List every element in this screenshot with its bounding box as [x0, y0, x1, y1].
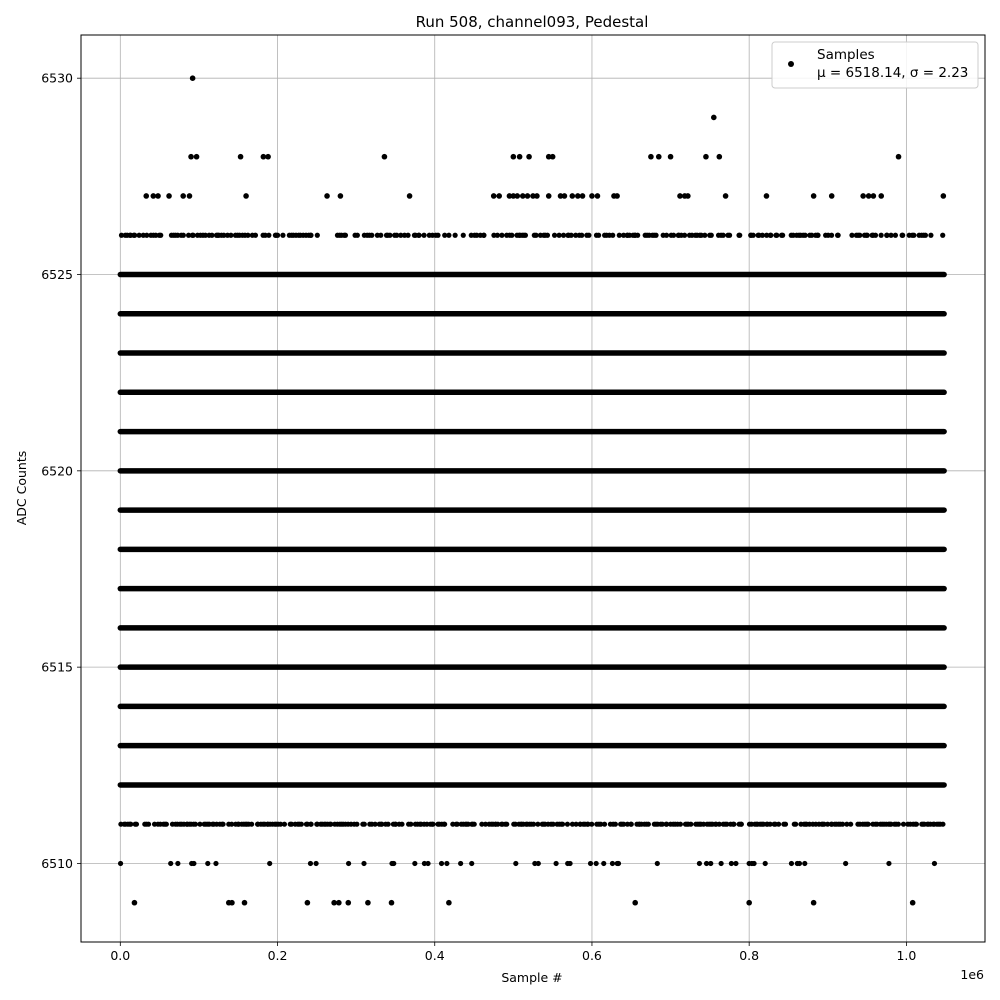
data-point: [567, 861, 572, 866]
data-point: [266, 233, 271, 238]
data-point: [343, 233, 348, 238]
data-point: [416, 233, 421, 238]
data-point: [391, 861, 396, 866]
data-point: [739, 822, 744, 827]
data-point: [430, 822, 435, 827]
data-point-outlier: [166, 193, 172, 199]
x-axis-label: Sample #: [501, 970, 563, 985]
data-point: [729, 861, 734, 866]
legend-stats: μ = 6518.14, σ = 2.23: [817, 65, 969, 81]
data-point: [900, 233, 905, 238]
x-tick-label: 0.2: [267, 948, 288, 963]
data-point-outlier: [723, 193, 729, 199]
data-point: [873, 233, 878, 238]
data-point: [205, 861, 210, 866]
data-point: [893, 233, 898, 238]
data-point: [886, 861, 891, 866]
data-point: [579, 233, 584, 238]
data-point-outlier: [496, 193, 502, 199]
data-point-outlier: [336, 900, 342, 906]
data-point: [678, 822, 683, 827]
data-point: [408, 822, 413, 827]
data-point: [589, 822, 594, 827]
data-point: [509, 233, 514, 238]
data-point: [896, 822, 901, 827]
data-point-outlier: [896, 154, 902, 160]
data-point: [688, 822, 693, 827]
data-point: [444, 861, 449, 866]
data-point-outlier: [190, 75, 196, 81]
data-point: [309, 822, 314, 827]
data-point: [565, 822, 570, 827]
data-point: [378, 233, 383, 238]
data-point: [616, 861, 621, 866]
data-point-outlier: [811, 193, 817, 199]
data-point: [412, 861, 417, 866]
data-point: [848, 822, 853, 827]
data-point: [469, 861, 474, 866]
data-point-outlier: [550, 154, 556, 160]
y-tick-label: 6510: [41, 855, 73, 871]
data-point: [168, 861, 173, 866]
data-point: [653, 233, 658, 238]
data-point-outlier: [305, 900, 311, 906]
data-point-outlier: [570, 193, 576, 199]
data-point: [797, 861, 802, 866]
data-point-outlier: [614, 193, 620, 199]
data-point-outlier: [491, 193, 497, 199]
data-point: [280, 233, 285, 238]
data-point-outlier: [526, 154, 532, 160]
data-point-outlier: [407, 193, 413, 199]
data-point: [940, 822, 945, 827]
data-point: [928, 233, 933, 238]
data-point-outlier: [514, 193, 520, 199]
data-point: [453, 233, 458, 238]
data-point: [499, 233, 504, 238]
data-point: [702, 233, 707, 238]
data-point: [181, 233, 186, 238]
data-point: [545, 233, 550, 238]
data-point-outlier: [265, 154, 271, 160]
data-point: [596, 233, 601, 238]
data-point-outlier: [229, 900, 235, 906]
data-point: [164, 822, 169, 827]
data-point-outlier: [562, 193, 568, 199]
data-point: [228, 233, 233, 238]
data-point-outlier: [188, 154, 194, 160]
data-point-outlier: [338, 193, 344, 199]
data-point: [249, 822, 254, 827]
data-point: [315, 233, 320, 238]
data-point: [646, 822, 651, 827]
data-point: [275, 233, 280, 238]
data-point: [245, 233, 250, 238]
data-point-outlier: [389, 900, 395, 906]
y-tick-label: 6520: [41, 463, 73, 479]
data-point: [560, 822, 565, 827]
y-tick-label: 6525: [41, 267, 73, 283]
data-point: [314, 861, 319, 866]
data-point-outlier: [580, 193, 586, 199]
data-point: [299, 822, 304, 827]
data-point-outlier: [546, 193, 552, 199]
data-point: [421, 233, 426, 238]
data-point: [132, 233, 137, 238]
data-point: [923, 233, 928, 238]
data-point: [911, 233, 916, 238]
data-point: [536, 861, 541, 866]
data-point-outlier: [910, 900, 916, 906]
data-point: [594, 861, 599, 866]
data-point: [387, 233, 392, 238]
data-point-outlier: [717, 154, 723, 160]
data-point-outlier: [668, 154, 674, 160]
data-point: [405, 233, 410, 238]
data-point-outlier: [345, 900, 351, 906]
data-point: [721, 233, 726, 238]
data-point: [586, 233, 591, 238]
data-point: [523, 233, 528, 238]
data-point: [708, 861, 713, 866]
data-point: [158, 233, 163, 238]
data-point-outlier: [685, 193, 691, 199]
data-point: [914, 822, 919, 827]
data-point: [553, 861, 558, 866]
data-point-outlier: [155, 193, 161, 199]
data-point: [513, 861, 518, 866]
data-point: [435, 233, 440, 238]
data-point: [213, 861, 218, 866]
data-point: [783, 822, 788, 827]
data-point-outlier: [829, 193, 835, 199]
data-point-outlier: [180, 193, 186, 199]
data-point: [635, 233, 640, 238]
data-point: [602, 822, 607, 827]
data-point: [733, 861, 738, 866]
x-tick-label: 0.8: [739, 948, 760, 963]
data-point: [399, 822, 404, 827]
data-point-outlier: [187, 193, 193, 199]
data-point: [442, 822, 447, 827]
data-point: [481, 233, 486, 238]
data-point: [664, 233, 669, 238]
data-point: [751, 233, 756, 238]
data-point: [601, 861, 606, 866]
data-point: [495, 233, 500, 238]
data-point-outlier: [238, 154, 244, 160]
data-point-outlier: [132, 900, 138, 906]
data-point-outlier: [632, 900, 638, 906]
data-point-outlier: [878, 193, 884, 199]
data-point: [439, 861, 444, 866]
data-point-outlier: [525, 193, 531, 199]
data-point: [446, 233, 451, 238]
data-point: [552, 233, 557, 238]
data-point: [629, 822, 634, 827]
data-point-outlier: [143, 193, 149, 199]
data-point-outlier: [517, 154, 523, 160]
data-point-outlier: [656, 154, 662, 160]
data-point-outlier: [941, 193, 947, 199]
data-point: [932, 861, 937, 866]
data-point: [362, 822, 367, 827]
data-point: [803, 233, 808, 238]
data-point-outlier: [703, 154, 709, 160]
data-point: [843, 861, 848, 866]
data-point: [458, 861, 463, 866]
data-point-outlier: [746, 900, 752, 906]
data-point: [308, 861, 313, 866]
data-point: [857, 233, 862, 238]
data-point-outlier: [764, 193, 770, 199]
legend-series-name: Samples: [817, 47, 875, 63]
data-point: [369, 233, 374, 238]
data-point-outlier: [382, 154, 388, 160]
data-point: [569, 233, 574, 238]
x-tick-label: 0.4: [424, 948, 445, 963]
data-point-outlier: [871, 193, 877, 199]
data-point: [193, 822, 198, 827]
data-point-outlier: [534, 193, 540, 199]
data-point: [731, 822, 736, 827]
data-point-outlier: [811, 900, 817, 906]
data-point-outlier: [365, 900, 371, 906]
data-point: [829, 233, 834, 238]
y-axis-label: ADC Counts: [14, 450, 29, 526]
data-point: [865, 233, 870, 238]
y-tick-label: 6515: [41, 659, 73, 675]
data-point: [361, 861, 366, 866]
x-tick-label: 1.0: [896, 948, 917, 963]
data-point: [146, 822, 151, 827]
data-point-outlier: [648, 154, 654, 160]
data-point: [354, 822, 359, 827]
data-point-outlier: [194, 154, 200, 160]
data-point: [709, 233, 714, 238]
data-point: [461, 233, 466, 238]
data-point: [789, 861, 794, 866]
data-point: [134, 822, 139, 827]
data-point: [588, 861, 593, 866]
data-point: [793, 822, 798, 827]
data-point-outlier: [860, 193, 866, 199]
data-point-outlier: [446, 900, 452, 906]
data-point: [504, 822, 509, 827]
data-point: [697, 861, 702, 866]
data-point: [866, 822, 871, 827]
data-point: [355, 233, 360, 238]
data-point: [472, 822, 477, 827]
data-point: [940, 233, 945, 238]
data-point: [815, 233, 820, 238]
data-point: [768, 233, 773, 238]
data-point-outlier: [242, 900, 248, 906]
data-point: [671, 233, 676, 238]
data-point: [118, 861, 123, 866]
data-point: [719, 861, 724, 866]
data-point: [282, 822, 287, 827]
x-axis-scale-label: 1e6: [960, 967, 984, 982]
data-point: [308, 233, 313, 238]
data-point: [763, 861, 768, 866]
data-point: [751, 861, 756, 866]
data-point: [802, 861, 807, 866]
data-point: [267, 861, 272, 866]
data-point: [386, 822, 391, 827]
data-point: [836, 233, 841, 238]
x-tick-label: 0.0: [110, 948, 131, 963]
data-point-outlier: [589, 193, 595, 199]
data-point: [780, 233, 785, 238]
data-point: [346, 861, 351, 866]
data-point-outlier: [711, 115, 717, 121]
data-point: [682, 233, 687, 238]
data-point: [191, 861, 196, 866]
data-point: [610, 861, 615, 866]
chart-title: Run 508, channel093, Pedestal: [415, 13, 649, 31]
data-point: [610, 233, 615, 238]
data-point: [737, 233, 742, 238]
data-point-outlier: [324, 193, 330, 199]
data-point: [220, 822, 225, 827]
data-point: [253, 233, 258, 238]
data-point: [776, 822, 781, 827]
y-tick-label: 6530: [41, 70, 73, 86]
data-point: [727, 233, 732, 238]
legend-marker: [788, 61, 794, 67]
data-point: [879, 233, 884, 238]
data-point: [209, 233, 214, 238]
data-point-outlier: [511, 154, 517, 160]
data-point-outlier: [595, 193, 601, 199]
x-tick-label: 0.6: [582, 948, 602, 963]
data-point: [655, 861, 660, 866]
data-point: [613, 822, 618, 827]
data-point: [175, 861, 180, 866]
data-point-outlier: [243, 193, 249, 199]
legend: [772, 42, 978, 88]
data-point: [774, 233, 779, 238]
data-point: [425, 861, 430, 866]
